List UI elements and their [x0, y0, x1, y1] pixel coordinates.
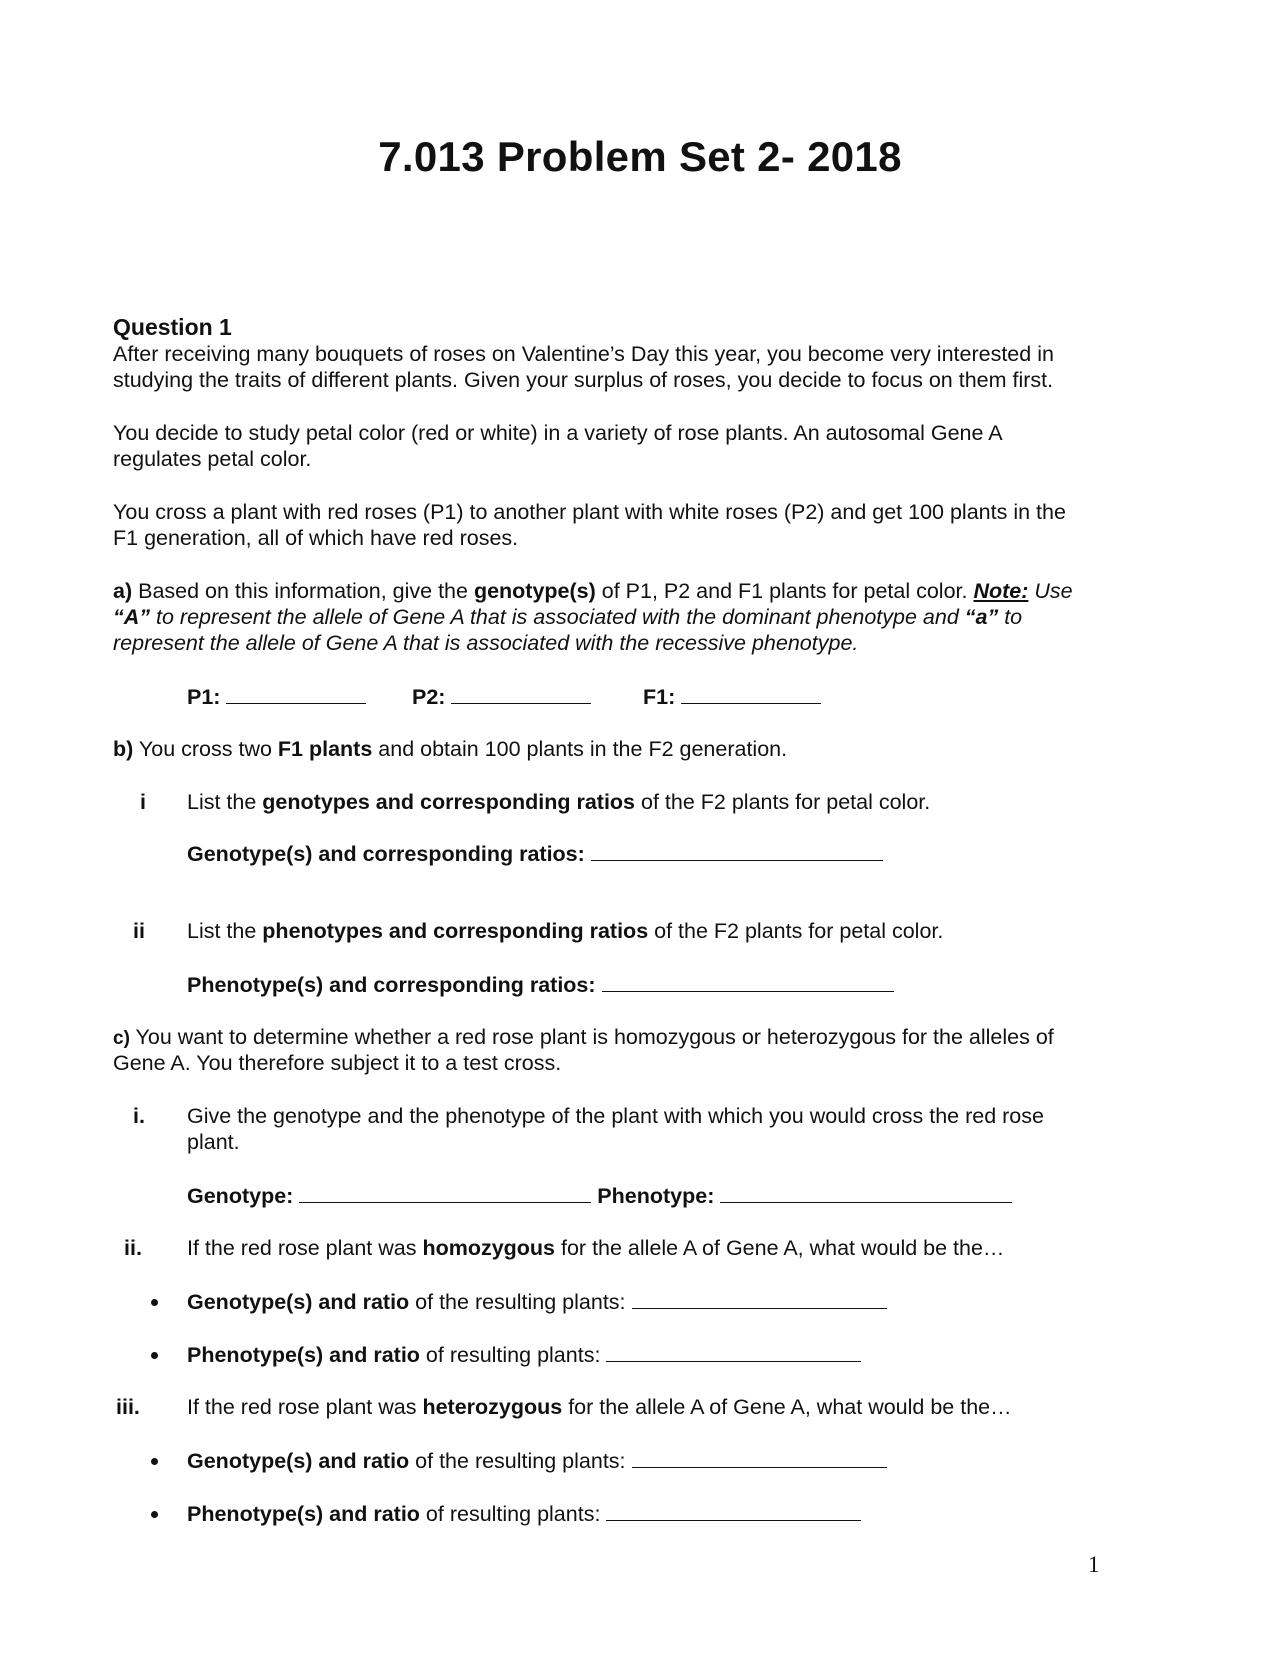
f1-answer	[643, 683, 821, 710]
allele-a: “a”	[964, 605, 999, 629]
intro-line-1: After receiving many bouquets of roses on Valentine’s Day this year, you become very interested in	[113, 342, 1054, 366]
intro-line-4: regulates petal color.	[113, 447, 312, 471]
part-b-label: b)	[113, 737, 134, 761]
part-a-text: Use	[1028, 579, 1073, 603]
p1-label: P1:	[187, 685, 221, 709]
part-c-line-1	[113, 1024, 1054, 1052]
part-b-text: You cross two	[133, 737, 278, 761]
part-a-text: of P1, P2 and F1 plants for petal color.	[595, 579, 974, 603]
homozygous-bold: homozygous	[422, 1236, 556, 1260]
part-a-text: to	[998, 605, 1023, 629]
genotype-blank[interactable]	[299, 1182, 591, 1203]
iii-genotype-answer	[187, 1447, 887, 1474]
part-c-iii-marker: iii.	[116, 1395, 140, 1419]
part-a-text: Based on this information, give the	[132, 579, 474, 603]
heterozygous-bold: heterozygous	[422, 1395, 563, 1419]
p2-blank[interactable]	[451, 683, 591, 704]
bullet-icon	[151, 1511, 158, 1518]
question-heading: Question 1	[113, 314, 232, 340]
part-c-iii-line	[187, 1394, 1012, 1420]
part-c-i-line-1: Give the genotype and the phenotype of the plant with which you would cross the red rose	[187, 1104, 1044, 1128]
part-b-i-line	[187, 789, 930, 815]
part-b-ii-marker: ii	[133, 919, 145, 943]
intro-line-5: You cross a plant with red roses (P1) to another plant with white roses (P2) and get 100 plants in the	[113, 500, 1066, 524]
phenotype-label: Phenotype:	[597, 1184, 715, 1208]
part-c-ii-text: for the allele A of Gene A, what would be the…	[555, 1236, 1005, 1260]
answer-text: of resulting plants:	[419, 1343, 607, 1367]
phenotype-ratio-answer	[187, 971, 894, 998]
ii-phenotype-blank[interactable]	[606, 1341, 861, 1362]
part-a-line-1	[113, 578, 1073, 604]
bullet-icon	[151, 1299, 158, 1306]
part-c-line-2: Gene A. You therefore subject it to a test cross.	[113, 1051, 562, 1075]
part-a-bold: genotype(s)	[473, 579, 596, 603]
genotype-label: Genotype:	[187, 1184, 294, 1208]
phenotype-ratio-label: Phenotype(s) and corresponding ratios:	[187, 973, 596, 997]
phenotype-ratio-bold: Phenotype(s) and ratio	[187, 1343, 420, 1367]
f1-blank[interactable]	[681, 683, 821, 704]
part-b-i-text: List the	[187, 790, 263, 814]
f1-label: F1:	[643, 685, 676, 709]
part-c-iii-text: If the red rose plant was	[187, 1395, 423, 1419]
part-b-ii-bold: phenotypes and corresponding ratios	[262, 919, 649, 943]
bullet-icon	[151, 1352, 158, 1359]
iii-phenotype-blank[interactable]	[606, 1500, 861, 1521]
intro-line-2: studying the traits of different plants. Given your surplus of roses, you decide to focus on them first.	[113, 368, 1054, 392]
part-a-line-2	[113, 604, 1022, 630]
bullet-icon	[151, 1458, 158, 1465]
part-b-text: and obtain 100 plants in the F2 generation.	[372, 737, 788, 761]
part-b-i-bold: genotypes and corresponding ratios	[262, 790, 636, 814]
part-b-bold: F1 plants	[277, 737, 373, 761]
part-b-ii-line	[187, 918, 943, 944]
part-a-text: to represent the allele of Gene A that is associated with the dominant phenotype and	[150, 605, 965, 629]
p1-answer	[187, 683, 366, 710]
part-c-label: c)	[113, 1028, 130, 1049]
p2-answer	[412, 683, 591, 710]
note-label: Note:	[973, 579, 1029, 603]
part-b-line	[113, 736, 787, 762]
genotype-ratio-bold: Genotype(s) and ratio	[187, 1290, 410, 1314]
ii-genotype-blank[interactable]	[632, 1288, 887, 1309]
part-b-ii-text: of the F2 plants for petal color.	[648, 919, 944, 943]
genotype-ratio-bold: Genotype(s) and ratio	[187, 1449, 410, 1473]
iii-genotype-blank[interactable]	[632, 1447, 887, 1468]
part-a-line-3: represent the allele of Gene A that is associated with the recessive phenotype.	[113, 631, 859, 655]
part-c-iii-text: for the allele A of Gene A, what would be the…	[562, 1395, 1012, 1419]
genotype-ratio-label: Genotype(s) and corresponding ratios:	[187, 842, 585, 866]
part-b-i-marker: i	[140, 790, 146, 814]
part-c-text: You want to determine whether a red rose plant is homozygous or heterozygous for the alleles of	[129, 1025, 1054, 1049]
genotype-ratio-blank[interactable]	[591, 840, 883, 861]
part-c-i-marker: i.	[133, 1104, 145, 1128]
part-b-ii-text: List the	[187, 919, 263, 943]
part-c-ii-marker: ii.	[124, 1236, 142, 1260]
p1-blank[interactable]	[226, 683, 366, 704]
iii-phenotype-answer	[187, 1500, 861, 1527]
part-c-ii-line	[187, 1235, 1004, 1261]
ii-phenotype-answer	[187, 1341, 861, 1368]
ii-genotype-answer	[187, 1288, 887, 1315]
part-b-i-text: of the F2 plants for petal color.	[635, 790, 931, 814]
answer-text: of the resulting plants:	[409, 1449, 632, 1473]
part-a-label: a)	[113, 579, 133, 603]
test-cross-answer	[187, 1182, 1012, 1209]
answer-text: of the resulting plants:	[409, 1290, 632, 1314]
answer-text: of resulting plants:	[419, 1502, 607, 1526]
phenotype-ratio-blank[interactable]	[602, 971, 894, 992]
allele-A: “A”	[113, 605, 151, 629]
part-c-i-line-2: plant.	[187, 1130, 240, 1154]
intro-line-6: F1 generation, all of which have red roses.	[113, 526, 519, 550]
part-c-ii-text: If the red rose plant was	[187, 1236, 423, 1260]
page-title: 7.013 Problem Set 2- 2018	[378, 133, 902, 180]
phenotype-ratio-bold: Phenotype(s) and ratio	[187, 1502, 420, 1526]
page-number: 1	[1088, 1552, 1100, 1577]
genotype-ratio-answer	[187, 840, 883, 867]
intro-line-3: You decide to study petal color (red or white) in a variety of rose plants. An autosomal Gene A	[113, 421, 1003, 445]
p2-label: P2:	[412, 685, 446, 709]
phenotype-blank[interactable]	[720, 1182, 1012, 1203]
